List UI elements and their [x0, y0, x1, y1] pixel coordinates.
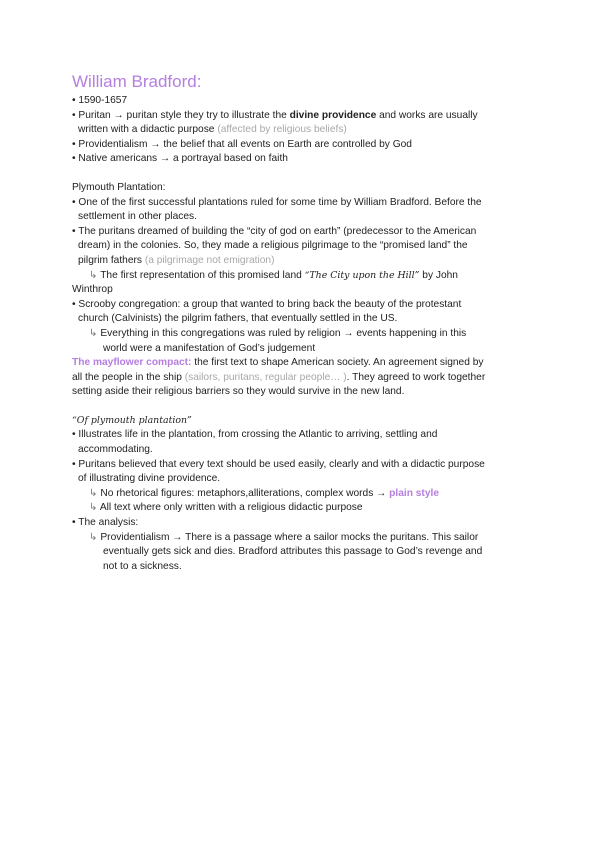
document-page [72, 72, 532, 574]
paragraph-line: all the people in the ship (sailors, puritans, regular people… ). They agreed to work together [72, 371, 486, 383]
bullet-continuation: of illustrating divine providence. [78, 473, 221, 485]
bullet-icon: • [72, 429, 76, 441]
note-text: (sailors, puritans, regular people… ) [184, 371, 347, 383]
bullet-icon: • [72, 517, 76, 529]
bullet-continuation: written with a didactic purpose (affected by religious beliefs) [78, 124, 347, 136]
sub-arrow-icon: ↳ [89, 327, 98, 339]
bullet-continuation: settlement in other places. [78, 211, 197, 223]
sub-arrow-icon: ↳ [89, 269, 98, 281]
quoted-title: “The City upon the Hill” [304, 269, 420, 281]
bullet-item: • One of the first successful plantations ruled for some time by William Bradford. Before the [72, 196, 482, 208]
bullet-item: • Scrooby congregation: a group that wanted to bring back the beauty of the protestant [72, 298, 462, 310]
sub-item: ↳ Everything in this congregations was ruled by religion → events happening in this [89, 327, 467, 339]
bullet-item: • Puritan → puritan style they try to illustrate the divine providence and works are usually [72, 109, 478, 121]
bullet-icon: • [72, 458, 76, 470]
bullet-icon: • [72, 196, 76, 208]
sub-item: ↳ No rhetorical figures: metaphors,alliterations, complex words → plain style [89, 487, 439, 499]
sub-item-continuation: not to a sickness. [103, 560, 182, 572]
highlight-term: plain style [389, 487, 439, 499]
bullet-icon: • [72, 109, 76, 121]
sub-item-continuation: world were a manifestation of God’s judgement [103, 342, 316, 354]
bullet-icon: • [72, 138, 76, 150]
bullet-item: • Illustrates life in the plantation, from crossing the Atlantic to arriving, settling and [72, 429, 438, 441]
page-title: William Bradford: [72, 72, 202, 91]
section-heading: Plymouth Plantation: [72, 181, 166, 193]
bullet-icon: • [72, 298, 76, 310]
sub-item-continuation: Winthrop [72, 284, 113, 296]
bullet-continuation: church (Calvinists) the pilgrim fathers, that eventually settled in the US. [78, 313, 398, 325]
bullet-item: • Puritans believed that every text should be used easily, clearly and with a didactic purpose [72, 458, 485, 470]
bullet-item: • Native americans → a portrayal based on faith [72, 153, 288, 165]
bullet-icon: • [72, 153, 76, 165]
bullet-item: • The puritans dreamed of building the “city of god on earth” (predecessor to the American [72, 225, 477, 237]
note-text: (a pilgrimage not emigration) [144, 254, 275, 266]
sub-arrow-icon: ↳ [89, 531, 98, 543]
bullet-item: • Providentialism → the belief that all events on Earth are controlled by God [72, 138, 412, 150]
sub-item-continuation: eventually gets sick and dies. Bradford attributes this passage to God’s revenge and [103, 546, 483, 558]
sub-item: ↳ All text where only written with a religious didactic purpose [89, 502, 363, 514]
bullet-icon: • [72, 225, 76, 237]
sub-arrow-icon: ↳ [89, 502, 98, 514]
bullet-continuation: pilgrim fathers (a pilgrimage not emigration) [78, 254, 275, 266]
bullet-icon: • [72, 95, 76, 106]
section-heading: “Of plymouth plantation” [72, 414, 192, 426]
sub-item: ↳ The first representation of this promised land “The City upon the Hill” by John [89, 269, 458, 281]
highlight-term: The mayflower compact: [72, 357, 192, 369]
sub-item: ↳ Providentialism → There is a passage where a sailor mocks the puritans. This sailor [89, 531, 479, 543]
bullet-continuation: dream) in the colonies. So, they made a religious pilgrimage to the “promised land” the [78, 240, 468, 252]
paragraph-line: The mayflower compact: the first text to shape American society. An agreement signed by [72, 357, 484, 369]
sub-arrow-icon: ↳ [89, 487, 98, 499]
bullet-item: • The analysis: [72, 517, 139, 529]
note-text: (affected by religious beliefs) [217, 124, 347, 136]
bullet-continuation: accommodating. [78, 444, 153, 456]
paragraph-line: setting aside their religious barriers so they would survive in the new land. [72, 386, 405, 398]
bullet-item: • 1590-1657 [72, 95, 128, 106]
emphasis-text: divine providence [289, 109, 377, 121]
